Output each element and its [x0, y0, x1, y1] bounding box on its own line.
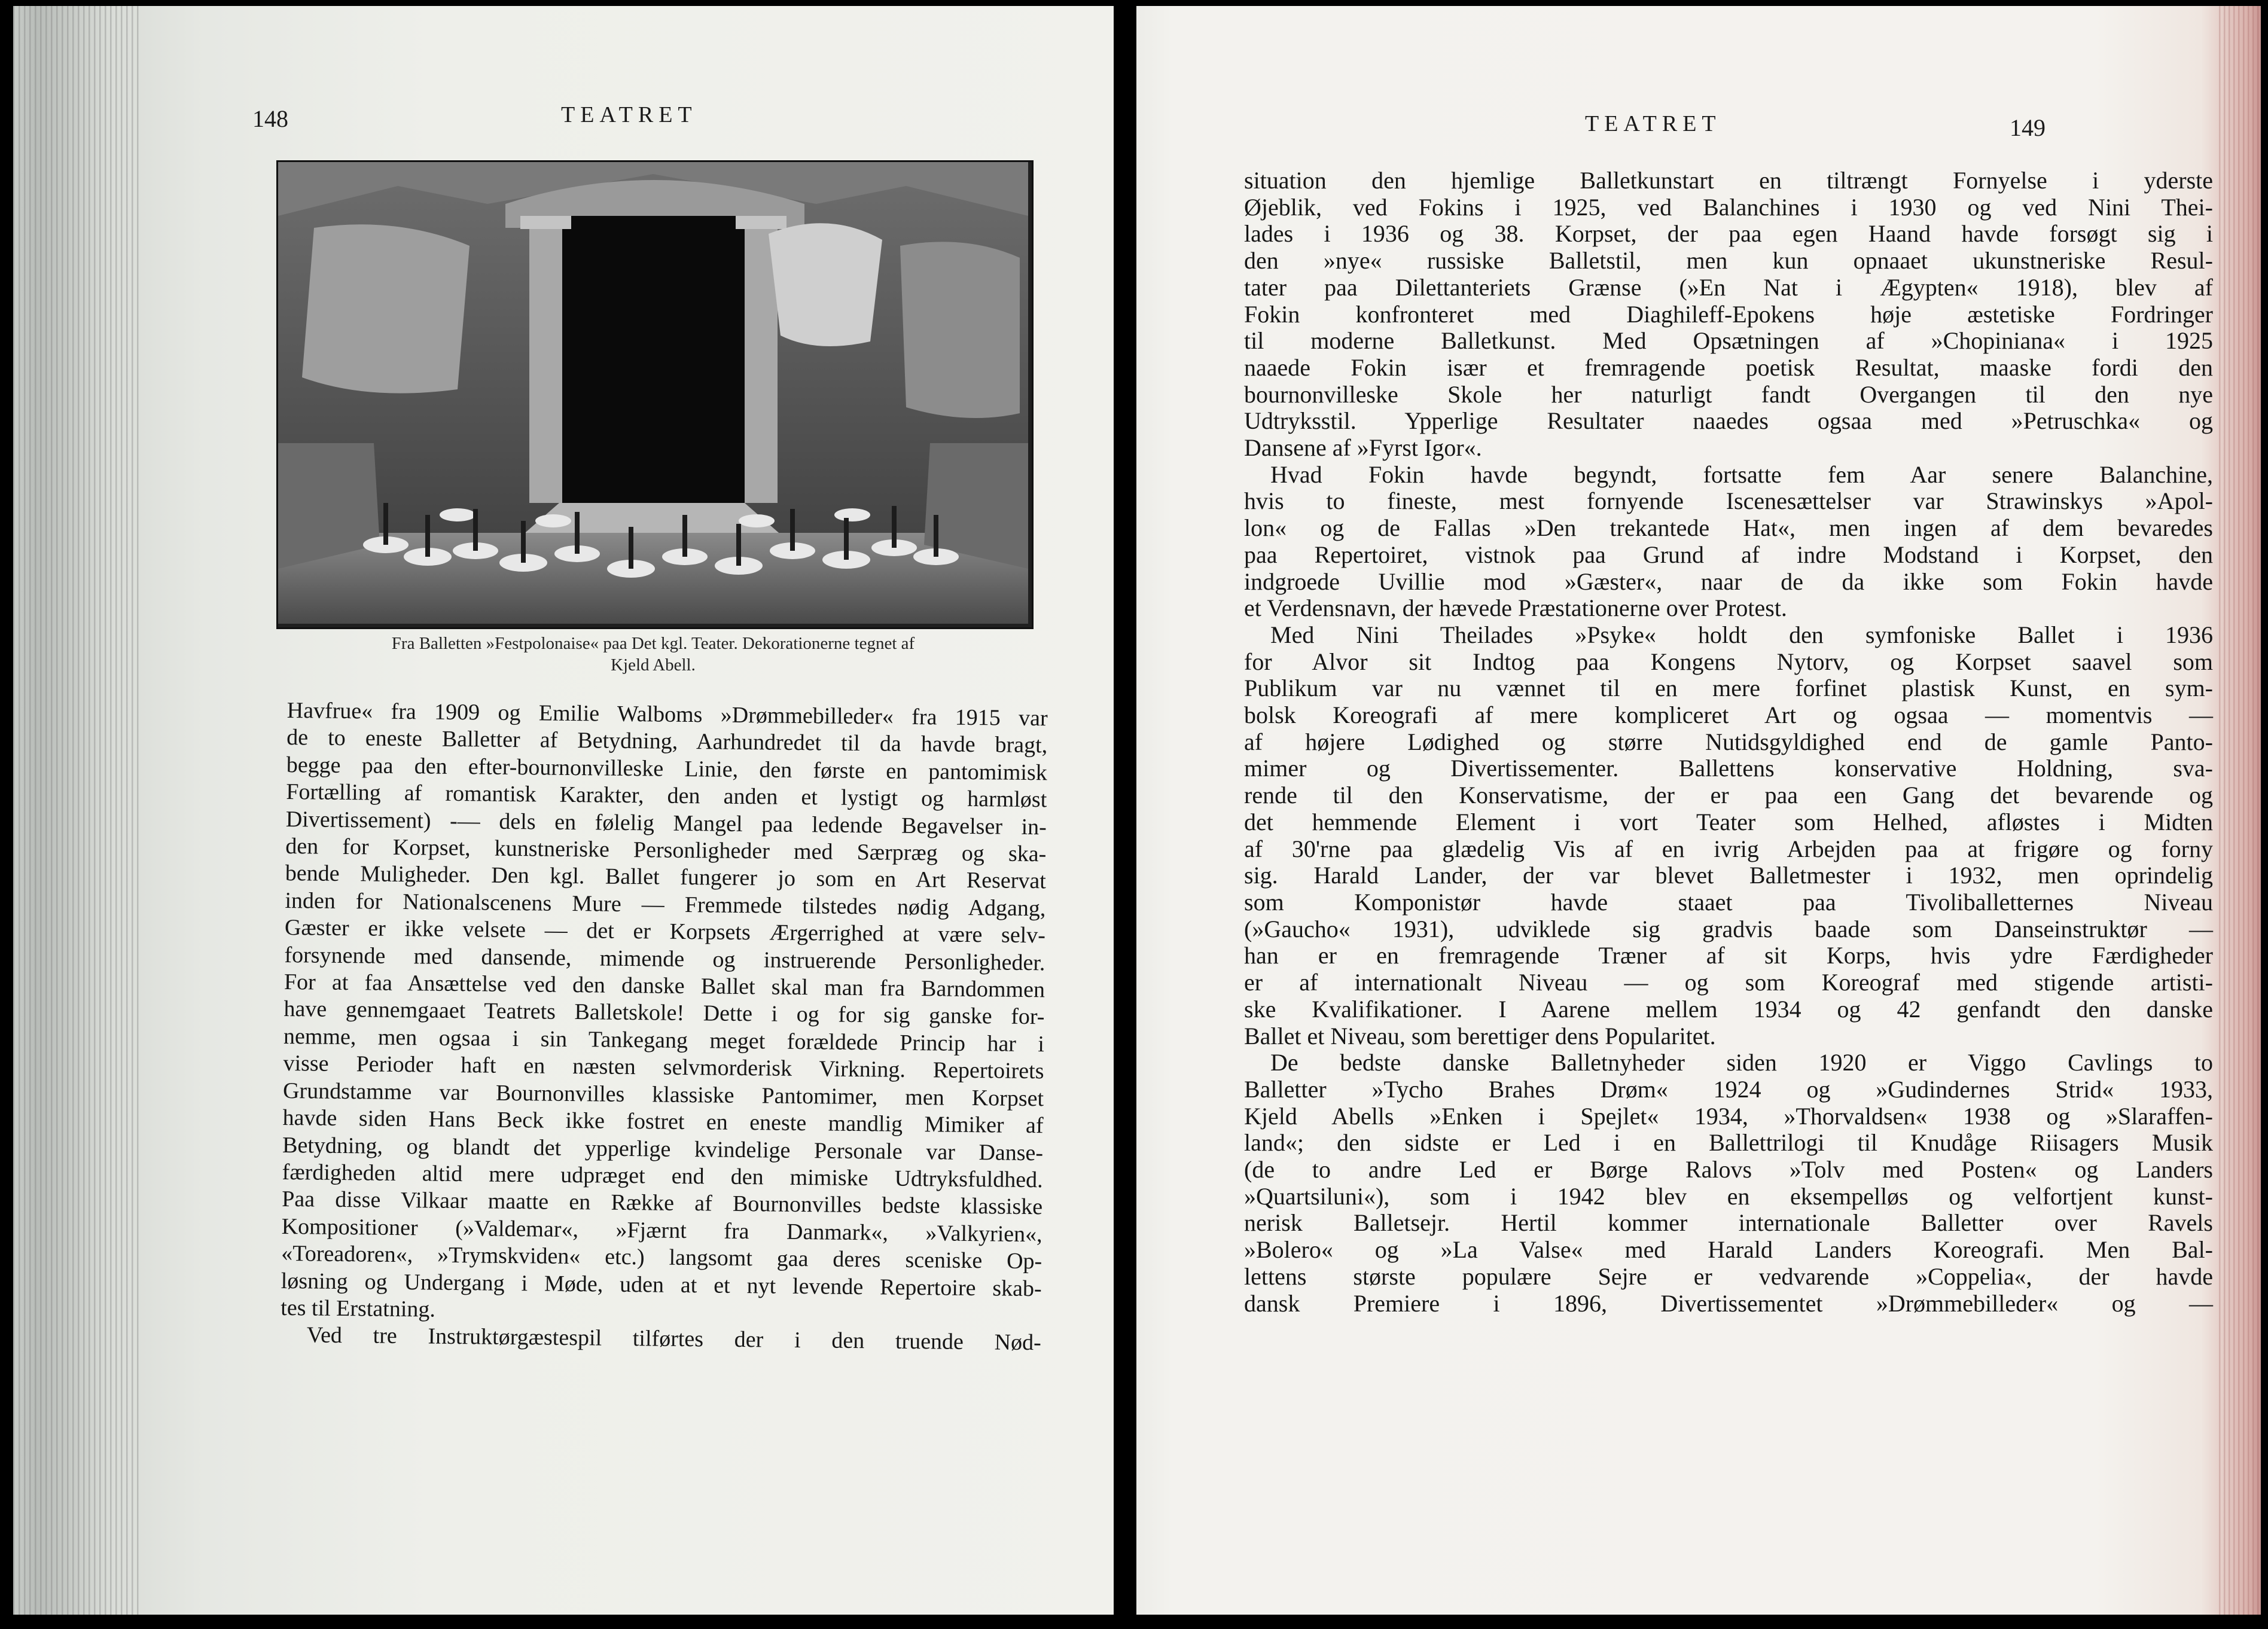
text-line: bende Muligheder. Den kgl. Ballet fungerer jo som en Art Reservat — [285, 861, 1047, 894]
text-line: lon« og de Fallas »Den trekantede Hat«, men ingen af dem bevaredes — [1244, 514, 2213, 542]
text-line: bournonvilleske Skole her naturligt fandt Overgangen til den nye — [1244, 380, 2213, 408]
text-line: nemme, men ogsaa i sin Tankegang meget forældede Princip har i — [283, 1023, 1045, 1057]
text-line: løsning og Undergang i Møde, uden at et nyt levende Repertoire skab- — [281, 1268, 1042, 1301]
running-title: TEATRET — [1585, 111, 1721, 136]
text-line: indgroede Uvillie mod »Gæster«, naar de da ikke som Fokin havde — [1244, 568, 2213, 595]
text-line: et Verdensnavn, der hævede Præstationerne over Protest. — [1244, 594, 1787, 622]
text-line: Udtryksstil. Ypperlige Resultater naaedes ogsaa med »Petruschka« og — [1244, 407, 2213, 435]
text-line: af 30'rne paa glædelig Vis af en ivrig Arbejden paa at frigøre og forny — [1244, 835, 2213, 862]
text-line: Ballet et Niveau, som berettiger dens Popularitet. — [1244, 1022, 1716, 1050]
left-page — [13, 6, 1114, 1615]
text-line: Kjeld Abells »Enken i Spejlet« 1934, »Thorvaldsen« 1938 og »Slaraffen- — [1244, 1102, 2213, 1130]
text-line: begge paa den efter-bournonvilleske Linie, den første en pantomimisk — [286, 752, 1047, 786]
ballet-photograph — [276, 160, 1034, 629]
text-line: lettens største populære Sejre er vedvarende »Coppelia«, der havde — [1244, 1262, 2213, 1290]
text-line: (»Gaucho« 1931), udviklede sig gradvis baade som Danseinstruktør — — [1244, 915, 2213, 942]
left-body-text — [281, 697, 1048, 1357]
text-line: Divertissement) -— dels en følelig Mangel paa ledende Begavelser in- — [285, 806, 1047, 840]
text-line: De bedste danske Balletnyheder siden 1920 er Viggo Cavlings to — [1270, 1049, 2213, 1076]
text-line: have gennemgaaet Teatrets Balletskole! Dette i og for sig ganske for- — [284, 996, 1045, 1030]
text-line: land«; den sidste er Led i en Ballettrilogi til Knudåge Riisagers Musik — [1244, 1129, 2213, 1157]
page-edge-stack — [2219, 6, 2261, 1615]
text-line: Kompositioner (»Valdemar«, »Fjærnt fra Danmark«, »Valkyrien«, — [281, 1213, 1042, 1247]
text-line: »Bolero« og »La Valse« med Harald Landers Koreografi. Men Bal- — [1244, 1236, 2213, 1264]
text-line: Publikum var nu vænnet til en mere forfinet plastisk Kunst, en sym- — [1244, 675, 2213, 702]
text-line: Havfrue« fra 1909 og Emilie Walboms »Drømmebilleder« fra 1915 var — [286, 698, 1048, 731]
text-line: som Komponistør havde staaet paa Tivoliballetternes Niveau — [1244, 888, 2213, 916]
text-line: han er en fremragende Træner af sit Korps, hvis ydre Færdigheder — [1244, 942, 2213, 969]
text-line: de to eneste Balletter af Betydning, Aarhundredet til da havde bragt, — [286, 725, 1048, 758]
text-line: lades i 1936 og 38. Korpset, der paa egen Haand havde forsøgt sig i — [1244, 220, 2213, 248]
text-line: dansk Premiere i 1896, Divertissementet »Drømmebilleder« og — — [1244, 1289, 2213, 1317]
text-line: Betydning, og blandt det ypperlige kvindelige Personale var Danse- — [282, 1132, 1044, 1166]
right-body-text — [1244, 167, 2213, 1317]
text-line: Ved tre Instruktørgæstespil tilførtes der i den truende Nød- — [306, 1322, 1041, 1356]
text-line: For at faa Ansættelse ved den danske Ballet skal man fra Barndommen — [284, 969, 1045, 1003]
caption-line: Kjeld Abell. — [611, 655, 696, 675]
text-line: tes til Erstatning. — [281, 1295, 436, 1322]
page-number: 149 — [2010, 114, 2046, 141]
text-line: «Toreadoren«, »Trymskviden« etc.) langsomt gaa deres sceniske Op- — [281, 1241, 1042, 1274]
page-number: 148 — [252, 105, 288, 132]
text-line: det hemmende Element i vort Teater som Helhed, afløstes i Midten — [1244, 808, 2213, 835]
text-line: bolsk Koreografi af mere kompliceret Art og ogsaa — momentvis — — [1244, 701, 2213, 729]
text-line: Med Nini Theilades »Psyke« holdt den symfoniske Ballet i 1936 — [1270, 621, 2213, 648]
text-line: af højere Lødighed og større Nutidsgyldighed end de gamle Panto- — [1244, 728, 2213, 755]
text-line: Fortælling af romantisk Karakter, den anden et lystigt og harmløst — [286, 779, 1047, 813]
text-line: (de to andre Led er Børge Ralovs »Tolv med Posten« og Landers — [1244, 1156, 2213, 1183]
text-line: nerisk Balletsejr. Hertil kommer internationale Balletter over Ravels — [1244, 1209, 2213, 1237]
text-line: færdigheden altid mere udpræget end den mimiske Udtryksfuldhed. — [282, 1159, 1043, 1193]
text-line: Gæster er ikke velsete — det er Korpsets Ærgerrighed at være selv- — [284, 915, 1046, 948]
text-line: Hvad Fokin havde begyndt, fortsatte fem Aar senere Balanchine, — [1270, 460, 2213, 488]
text-line: Balletter »Tycho Brahes Drøm« 1924 og »Gudindernes Strid« 1933, — [1244, 1075, 2213, 1103]
running-title: TEATRET — [561, 102, 697, 127]
text-line: situation den hjemlige Balletkunstart en tiltrængt Fornyelse i yderste — [1244, 167, 2213, 194]
text-line: paa Repertoiret, vistnok paa Grund af indre Modstand i Korpset, den — [1244, 541, 2213, 568]
text-line: for Alvor sit Indtog paa Kongens Nytorv, og Korpset saavel som — [1244, 648, 2213, 675]
stage-scene-image — [278, 162, 1028, 624]
text-line: Paa disse Vilkaar maatte en Række af Bournonvilles bedste klassiske — [281, 1186, 1043, 1220]
text-line: rende til den Konservatisme, der er paa een Gang det bevarende og — [1244, 782, 2213, 809]
text-line: Fokin konfronteret med Diaghileff-Epokens høje æstetiske Fordringer — [1244, 300, 2213, 328]
text-line: havde siden Hans Beck ikke fostret en eneste mandlig Mimiker af — [282, 1105, 1044, 1139]
text-line: Øjeblik, ved Fokins i 1925, ved Balanchines i 1930 og ved Nini Thei- — [1244, 193, 2213, 221]
text-line: inden for Nationalscenens Mure — Fremmede tilstedes nødig Adgang, — [285, 887, 1046, 922]
text-line: er af internationalt Niveau — og som Koreograf med stigende artisti- — [1244, 969, 2213, 996]
caption-line: Fra Balletten »Festpolonaise« paa Det kgl. Teater. Dekorationerne tegnet af — [391, 634, 915, 653]
text-line: sig. Harald Lander, der var blevet Balletmester i 1932, men oprindelig — [1244, 862, 2213, 889]
text-line: naaede Fokin især et fremragende poetisk Resultat, maaske fordi den — [1244, 353, 2213, 381]
text-line: Grundstamme var Bournonvilles klassiske Pantomimer, men Korpset — [282, 1078, 1044, 1111]
page-edge-stack — [13, 6, 139, 1615]
text-line: forsynende med dansende, mimende og instruerende Personligheder. — [284, 942, 1045, 975]
text-line: mimer og Divertissementer. Ballettens konservative Holdning, sva- — [1244, 755, 2213, 782]
text-line: visse Perioder haft en næsten selvmorderisk Virkning. Repertoirets — [283, 1051, 1044, 1084]
text-line: den »nye« russiske Balletstil, men kun opnaaet ukunstneriske Resul- — [1244, 247, 2213, 274]
text-line: hvis to fineste, mest fornyende Iscenesættelser var Strawinskys »Apol- — [1244, 487, 2213, 515]
text-line: til moderne Balletkunst. Med Opsætningen af »Chopiniana« i 1925 — [1244, 327, 2213, 355]
text-line: Dansene af »Fyrst Igor«. — [1244, 434, 1482, 462]
text-line: »Quartsiluni«), som i 1942 blev en eksempelløs og velfortjent kunst- — [1244, 1182, 2213, 1210]
photo-caption — [276, 633, 1030, 676]
text-line: den for Korpset, kunstneriske Personligheder med Særpræg og ska- — [285, 834, 1047, 867]
text-line: tater paa Dilettanteriets Grænse (»En Nat i Ægypten« 1918), blev af — [1244, 273, 2213, 301]
text-line: ske Kvalifikationer. I Aarene mellem 1934 og 42 genfandt den danske — [1244, 995, 2213, 1023]
